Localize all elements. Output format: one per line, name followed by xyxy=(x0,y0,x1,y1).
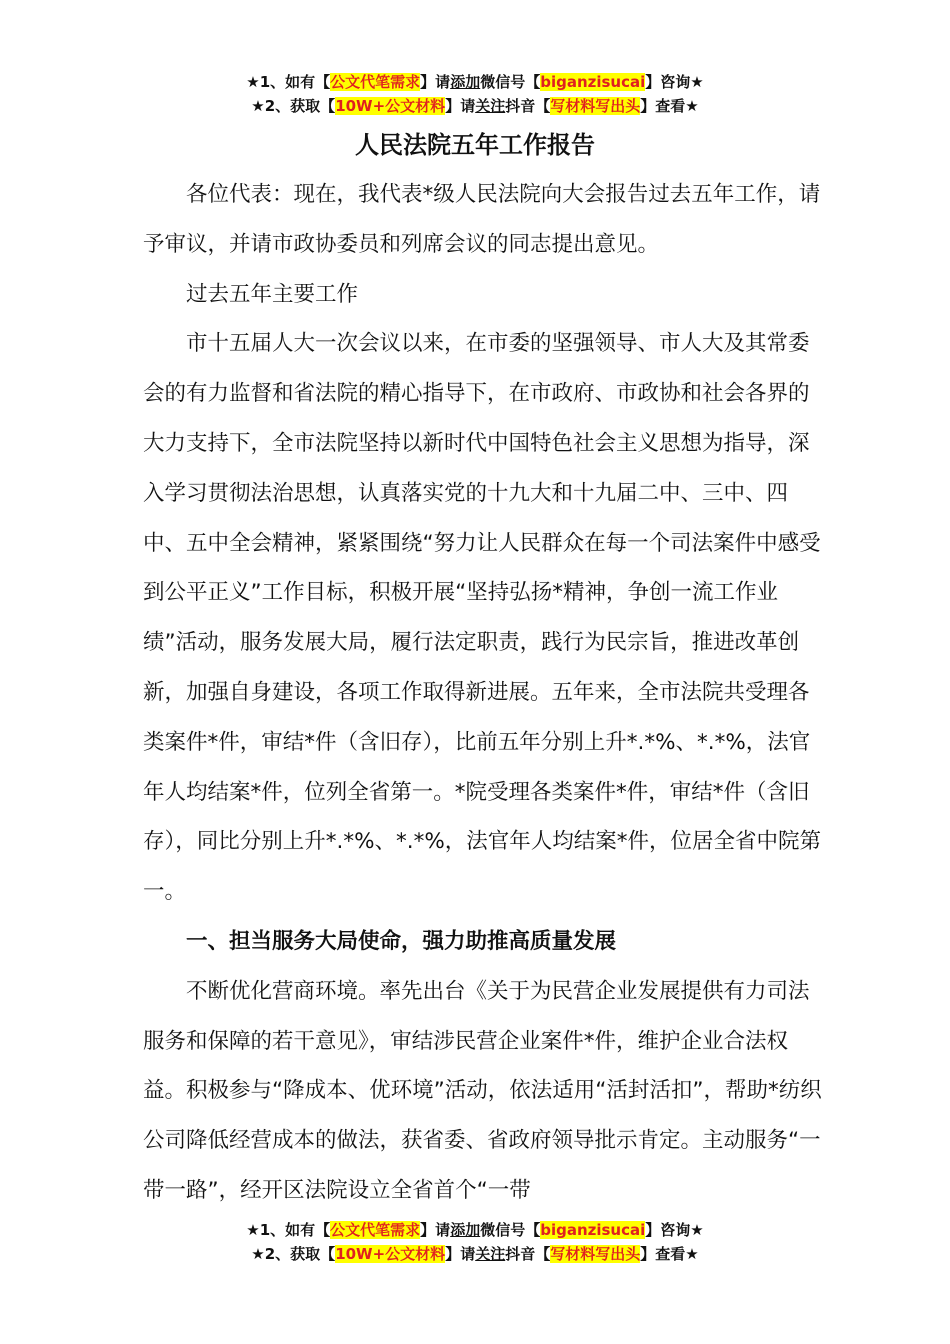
promo-text: 抖音【 xyxy=(505,1245,551,1263)
document-body xyxy=(143,170,823,1216)
paragraph-summary: 市十五届人大一次会议以来，在市委的坚强领导、市人大及其常委会的有力监督和省法院的精心指导下，在市政府、市政协和社会各界的大力支持下，全市法院坚持以新时代中国特色社会主义思想为指导，深入学习贯彻法治思想，认真落实党的十九大和十九届二中、三中、四中、五中全会精神，紧紧围绕“努力让人民群众在每一个司法案件中感受到公平正义”工作目标，积极开展“坚持弘扬*精神，争创一流工作业绩”活动，服务发展大局，履行法定职责，践行为民宗旨，推进改革创新，加强自身建设，各项工作取得新进展。五年来，全市法院共受理各类案件*件，审结*件（含旧存），比前五年分别上升*.*%、*.*%，法官年人均结案*件，位列全省第一。*院受理各类案件*件，审结*件（含旧存），同比分别上升*.*%、*.*%，法官年人均结案*件，位居全省中院第一。 xyxy=(143,331,822,905)
promo-banner-top xyxy=(0,70,950,118)
promo-text: 】请 xyxy=(445,1245,476,1263)
promo-text: 微信号【 xyxy=(480,73,541,91)
promo-text: 】咨询★ xyxy=(645,73,704,91)
promo-text: ★1、如有【 xyxy=(246,73,331,91)
promo-text: 】咨询★ xyxy=(645,1221,704,1239)
promo-text: 抖音【 xyxy=(505,97,551,115)
promo-line-2 xyxy=(0,1242,950,1266)
promo-underline: 添加 xyxy=(450,73,481,91)
promo-wechat-id: biganzisucai xyxy=(540,73,646,91)
promo-underline: 关注 xyxy=(475,1245,506,1263)
section-heading: 一、担当服务大局使命，强力助推高质量发展 xyxy=(186,928,617,954)
promo-highlight: 10W+公文材料 xyxy=(335,1245,446,1263)
promo-text: 】查看★ xyxy=(640,97,699,115)
document-title: 人民法院五年工作报告 xyxy=(355,131,595,159)
promo-underline: 添加 xyxy=(450,1221,481,1239)
promo-text: 微信号【 xyxy=(480,1221,541,1239)
promo-line-1 xyxy=(0,1218,950,1242)
promo-underline: 关注 xyxy=(475,97,506,115)
promo-banner-bottom xyxy=(0,1218,950,1266)
promo-text: 】请 xyxy=(420,1221,451,1239)
promo-text: ★2、获取【 xyxy=(251,97,336,115)
promo-douyin-id: 写材料写出头 xyxy=(550,1245,641,1263)
promo-text: 】请 xyxy=(445,97,476,115)
promo-text: 】查看★ xyxy=(640,1245,699,1263)
promo-douyin-id: 写材料写出头 xyxy=(550,97,641,115)
promo-highlight: 公文代笔需求 xyxy=(330,1221,421,1239)
promo-highlight: 公文代笔需求 xyxy=(330,73,421,91)
promo-line-1 xyxy=(0,70,950,94)
paragraph-business-environment: 不断优化营商环境。率先出台《关于为民营企业发展提供有力司法服务和保障的若干意见》，审结涉民营企业案件*件，维护企业合法权益。积极参与“降成本、优环境”活动，依法适用“活封活扣”，帮助*纺织公司降低经营成本的做法，获省委、省政府领导批示肯定。主动服务“一带一路”，经开区法院设立全省首个“一带 xyxy=(143,978,822,1203)
promo-text: ★1、如有【 xyxy=(246,1221,331,1239)
promo-wechat-id: biganzisucai xyxy=(540,1221,646,1239)
promo-line-2 xyxy=(0,94,950,118)
paragraph-section-label: 过去五年主要工作 xyxy=(186,281,359,307)
promo-highlight: 10W+公文材料 xyxy=(335,97,446,115)
promo-text: 】请 xyxy=(420,73,451,91)
paragraph-opening: 各位代表：现在，我代表*级人民法院向大会报告过去五年工作，请予审议，并请市政协委员和列席会议的同志提出意见。 xyxy=(143,182,821,257)
promo-text: ★2、获取【 xyxy=(251,1245,336,1263)
